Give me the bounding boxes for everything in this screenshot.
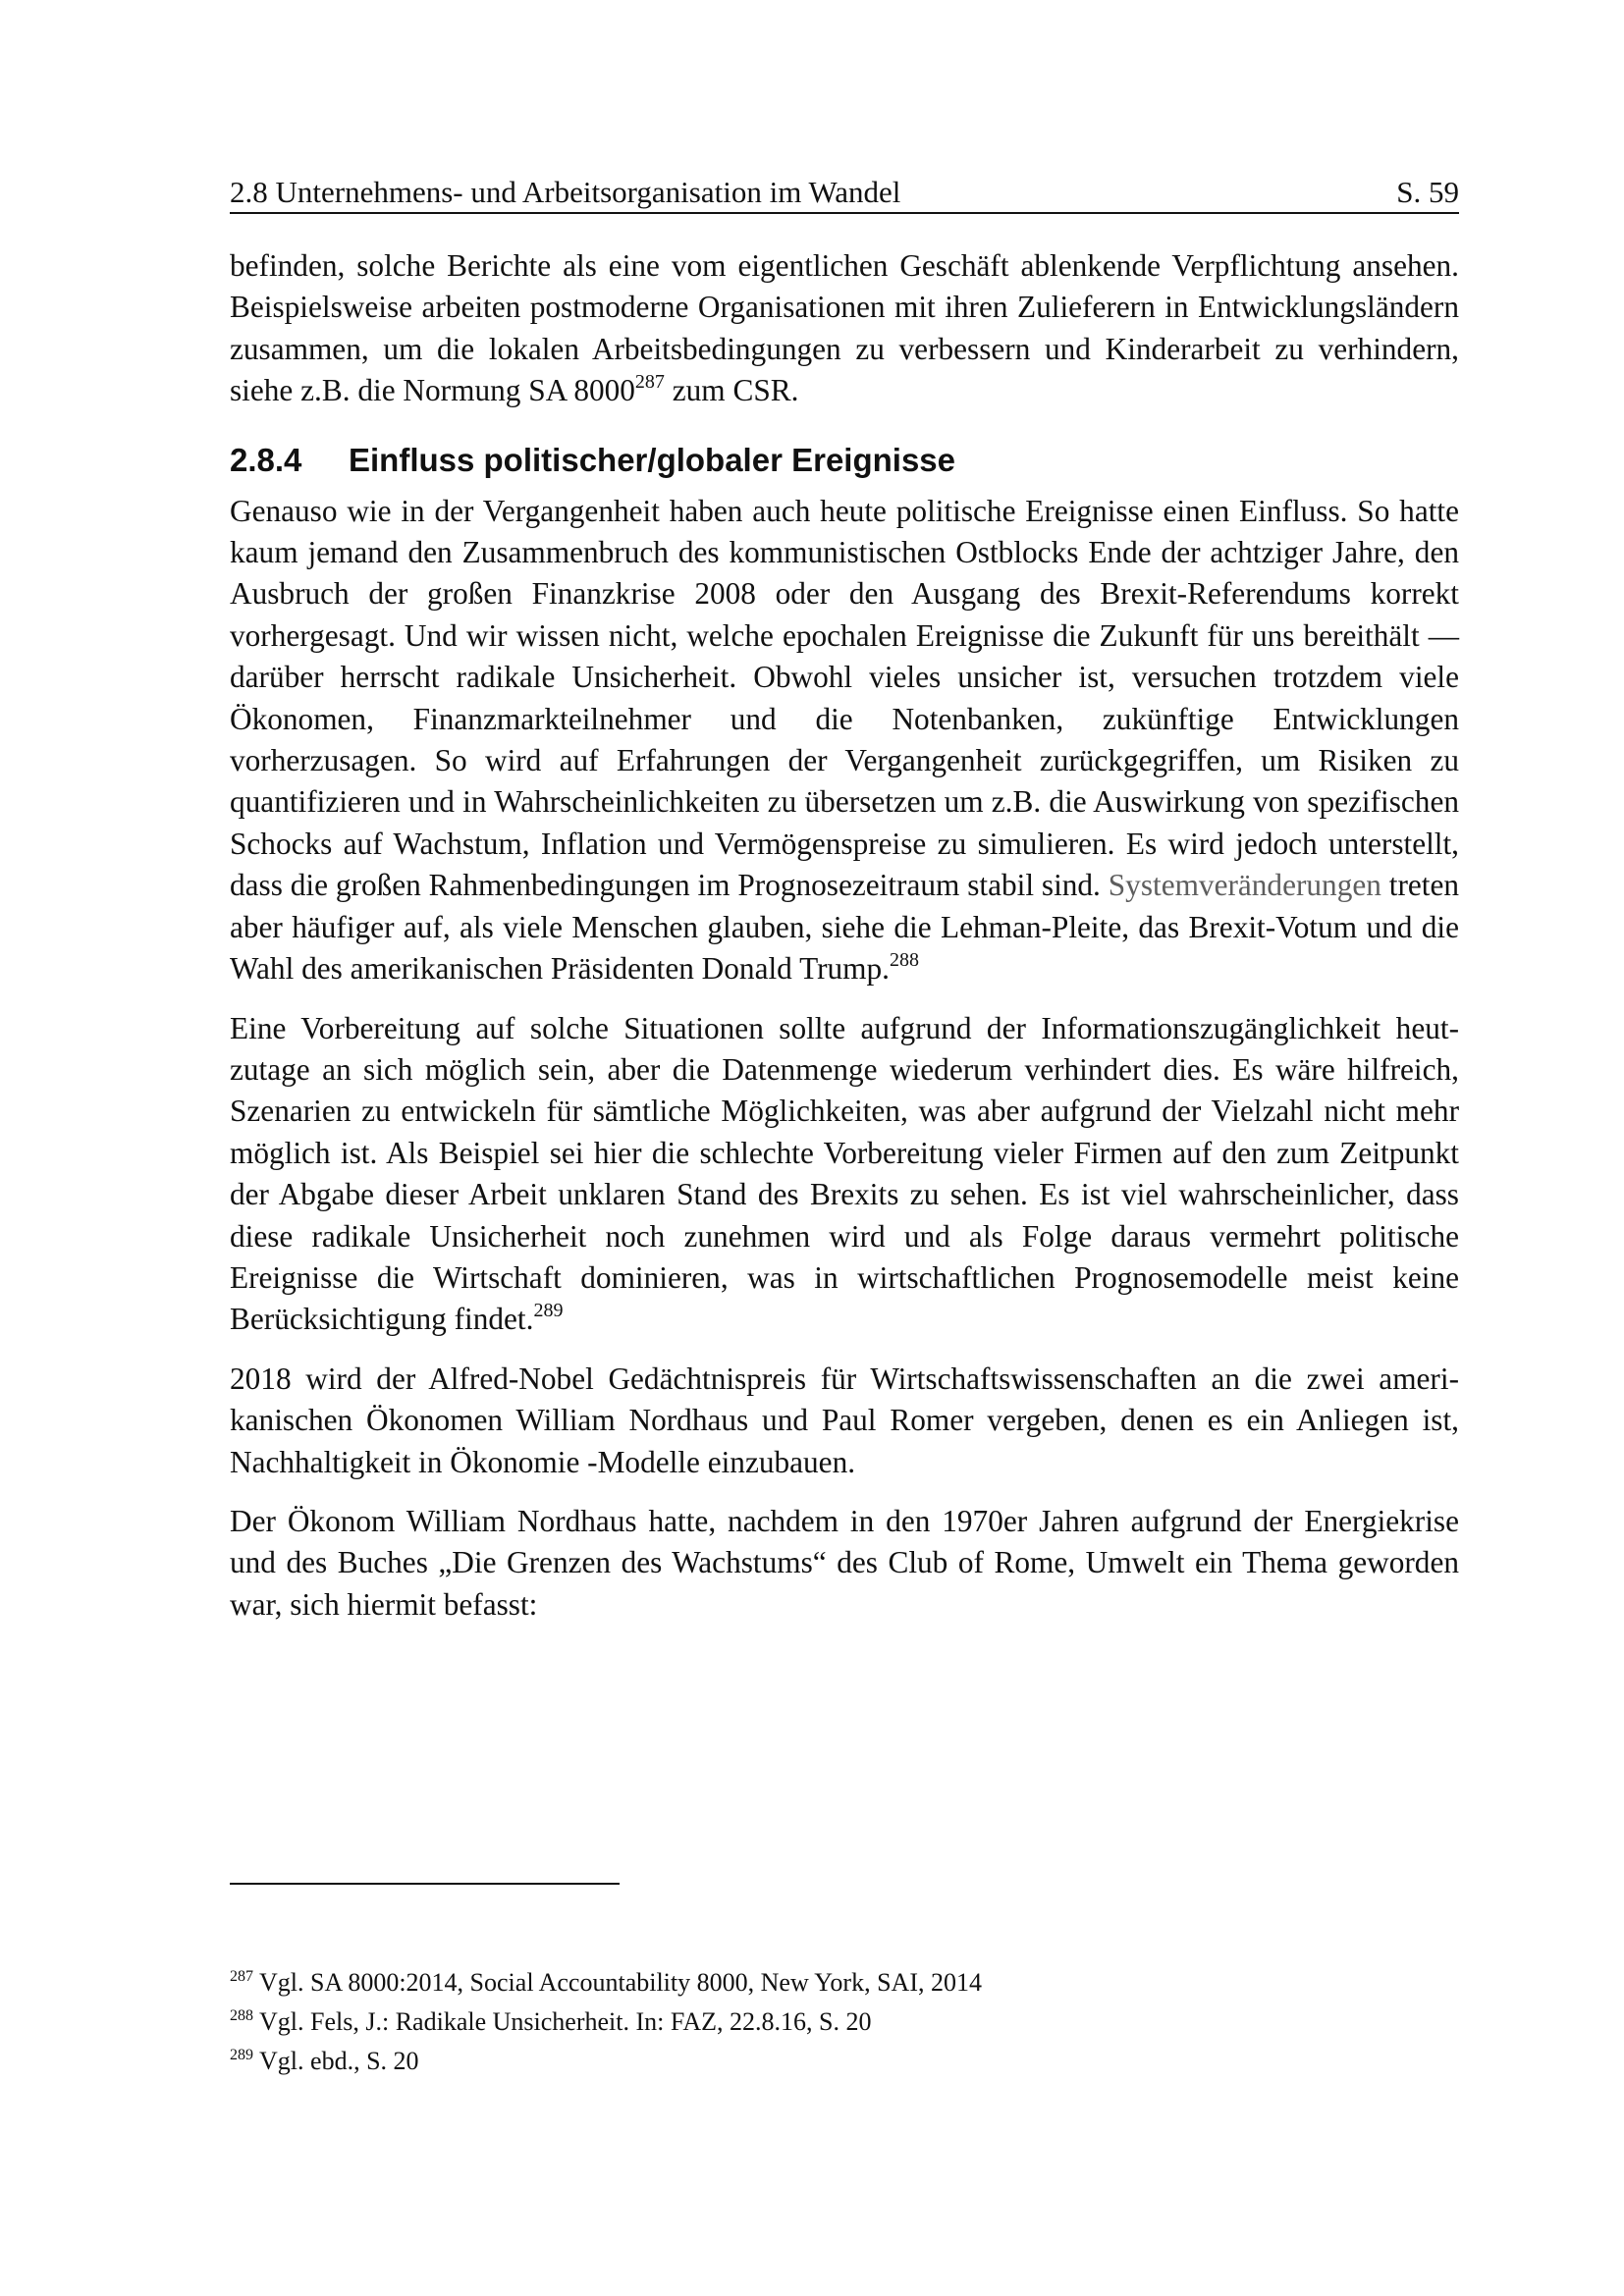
paragraph-3: [230, 1008, 1459, 1341]
paragraph-4-text: 2018 wird der Alfred-Nobel Gedächtnispreis für Wirtschaftswissenschaften an die zwei amerikanischen Ökonomen William Nordhaus und Paul Romer vergeben, denen es ein Anliegen ist, Nachhaltigkeit in Ökonomie -Modelle einzubauen.: [230, 1361, 1459, 1479]
page-number: S. 59: [1396, 175, 1459, 209]
running-header: [230, 173, 1459, 214]
section-title: Einfluss politischer/globaler Ereignisse: [349, 441, 956, 478]
section-number: 2.8.4: [230, 441, 302, 478]
footnote-number: 289: [230, 2047, 253, 2063]
footnote-ref-289[interactable]: 289: [533, 1300, 564, 1322]
paragraph-5: [230, 1501, 1459, 1626]
footnote-text: Vgl. ebd., S. 20: [253, 2047, 419, 2075]
footnote-ref-288[interactable]: 288: [889, 949, 919, 972]
footnote: [230, 2042, 1459, 2081]
paragraph-4: [230, 1359, 1459, 1483]
footnote-number: 287: [230, 1968, 253, 1985]
highlighted-word: Systemveränderungen: [1108, 868, 1381, 903]
footnote-text: Vgl. SA 8000:2014, Social Accountability 8000, New York, SAI, 2014: [253, 1968, 982, 1997]
paragraph-5-text: Der Ökonom William Nordhaus hatte, nachdem in den 1970er Jahren aufgrund der Energiekrise und des Buches „Die Grenzen des Wachstums“ des Club of Rome, Umwelt ein Thema geworden war, sich hiermit befasst:: [230, 1503, 1459, 1622]
footnote-separator: [230, 1883, 620, 1885]
paragraph-1-text: befinden, solche Berichte als eine vom eigentlichen Geschäft ablenkende Verpflichtung ansehen. Beispielsweise arbeiten postmoderne Organisationen mit ihren Zulieferern in Entwicklungsländern zusammen, um die lokalen Arbeitsbedingungen zu verbessern und Kinderarbeit zu verhindern, siehe z.B. die Normung SA 8000: [230, 248, 1459, 408]
footnote-text: Vgl. Fels, J.: Radikale Unsicherheit. In: FAZ, 22.8.16, S. 20: [253, 2007, 872, 2036]
footnote-number: 288: [230, 2007, 253, 2024]
paragraph-3-text: Eine Vorbereitung auf solche Situationen sollte aufgrund der Informationszugänglichkeit heutzutage an sich möglich sein, aber die Datenmenge wiederum verhindert dies. Es wäre hilfreich, Szenarien zu entwickeln für sämtliche Möglichkeiten, was aber aufgrund der Vielzahl nicht mehr möglich ist. Als Beispiel sei hier die schlechte Vorbereitung vieler Firmen auf den zum Zeitpunkt der Abgabe dieser Arbeit unklaren Stand des Brexits zu sehen. Es ist viel wahrscheinlicher, dass diese radikale Unsicherheit noch zunehmen wird und als Folge daraus vermehrt politische Ereignisse die Wirtschaft dominieren, was in wirtschaftlichen Prognosemodelle meist keine Berücksichtigung findet.: [230, 1010, 1459, 1337]
paragraph-1: [230, 245, 1459, 412]
paragraph-2-text-end: treten aber häufiger auf, als viele Menschen glauben, siehe die Lehman-Pleite, das Brexit-Votum und die Wahl des amerikanischen Präsidenten Donald Trump.: [230, 868, 1460, 987]
main-text: [230, 245, 1459, 1626]
paragraph-2-text: Genauso wie in der Vergangenheit haben auch heute politische Ereignisse einen Einfluss. So hatte kaum jemand den Zusammenbruch des kommunistischen Ostblocks Ende der achtziger Jahre, den Ausbruch der großen Finanzkrise 2008 oder den Ausgang des Brexit-Referendums korrekt vorhergesagt. Und wir wissen nicht, welche epochalen Ereignisse die Zukunft für uns bereithält — darüber herrscht radikale Unsicherheit. Obwohl vieles unsicher ist, versuchen trotzdem viele Ökonomen, Finanzmarkteilnehmer und die Notenbanken, zukünftige Entwicklungen vorherzusagen. So wird auf Erfahrungen der Vergangenheit zurückgegriffen, um Risiken zu quantifizieren und in Wahrscheinlichkeiten zu übersetzen um z.B. die Auswirkung von spezifischen Schocks auf Wachstum, Inflation und Vermögenspreise zu simulieren. Es wird jedoch unterstellt, dass die großen Rahmenbedingungen im Prognosezeitraum stabil sind.: [230, 493, 1459, 903]
header-title: 2.8 Unternehmens- und Arbeitsorganisation im Wandel: [230, 175, 901, 209]
footnote: [230, 1963, 1459, 2002]
footnote: [230, 2002, 1459, 2042]
paragraph-2: [230, 491, 1459, 990]
footnote-ref-287[interactable]: 287: [634, 371, 665, 394]
section-heading: [230, 436, 1459, 485]
paragraph-1-text-end: zum CSR.: [664, 373, 799, 408]
footnotes: [230, 1963, 1459, 2081]
